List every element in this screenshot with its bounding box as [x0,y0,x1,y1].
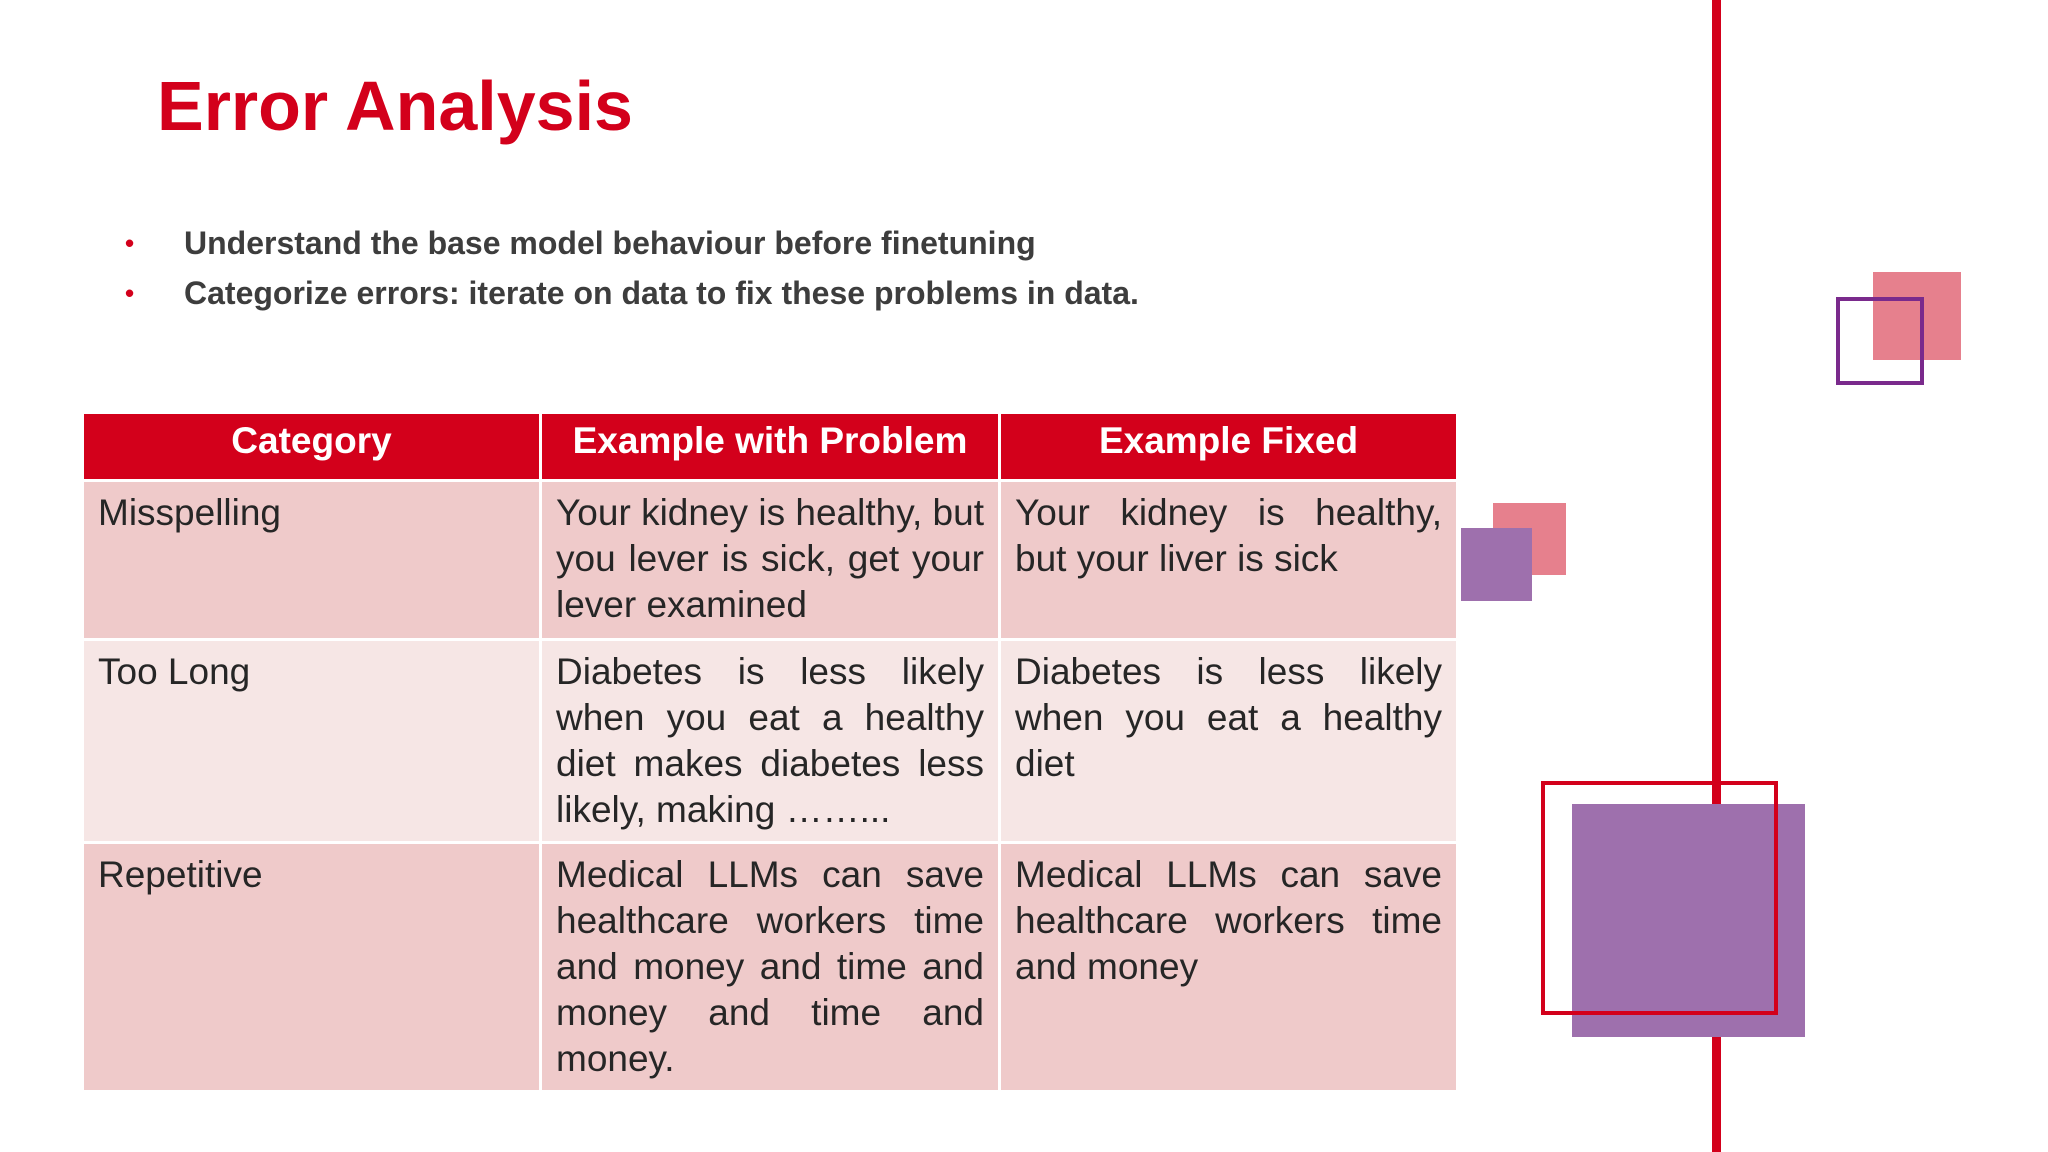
decorative-red-outline-square [1541,781,1778,1015]
table-row [83,481,1458,640]
problem-cell: Your kidney is healthy, but you lever is sick, get your lever examined [541,481,1000,640]
error-table [81,411,1459,1093]
problem-cell: Diabetes is less likely when you eat a healthy diet makes diabetes less likely, making ……... [541,640,1000,843]
bullet-text: Categorize errors: iterate on data to fix these problems in data. [184,275,1139,311]
fixed-cell: Medical LLMs can save healthcare workers time and money [1000,843,1458,1092]
table-row [83,640,1458,843]
category-cell: Repetitive [83,843,541,1092]
table-row [83,843,1458,1092]
bullet-icon: • [125,228,135,258]
decorative-purple-outline-square [1836,297,1924,385]
bullet-item [125,218,1139,268]
column-header-example-fixed: Example Fixed [1000,413,1458,481]
slide-title: Error Analysis [157,67,633,145]
category-cell: Too Long [83,640,541,843]
category-cell: Misspelling [83,481,541,640]
fixed-cell: Diabetes is less likely when you eat a healthy diet [1000,640,1458,843]
column-header-category: Category [83,413,541,481]
decorative-purple-square-small [1461,528,1532,601]
problem-cell: Medical LLMs can save healthcare workers time and money and time and money and time and money. [541,843,1000,1092]
table-header-row [83,413,1458,481]
bullet-list [125,218,1139,318]
bullet-text: Understand the base model behaviour before finetuning [184,225,1036,261]
bullet-icon: • [125,278,135,308]
fixed-cell: Your kidney is healthy, but your liver is sick [1000,481,1458,640]
bullet-item [125,268,1139,318]
column-header-example-with-problem: Example with Problem [541,413,1000,481]
